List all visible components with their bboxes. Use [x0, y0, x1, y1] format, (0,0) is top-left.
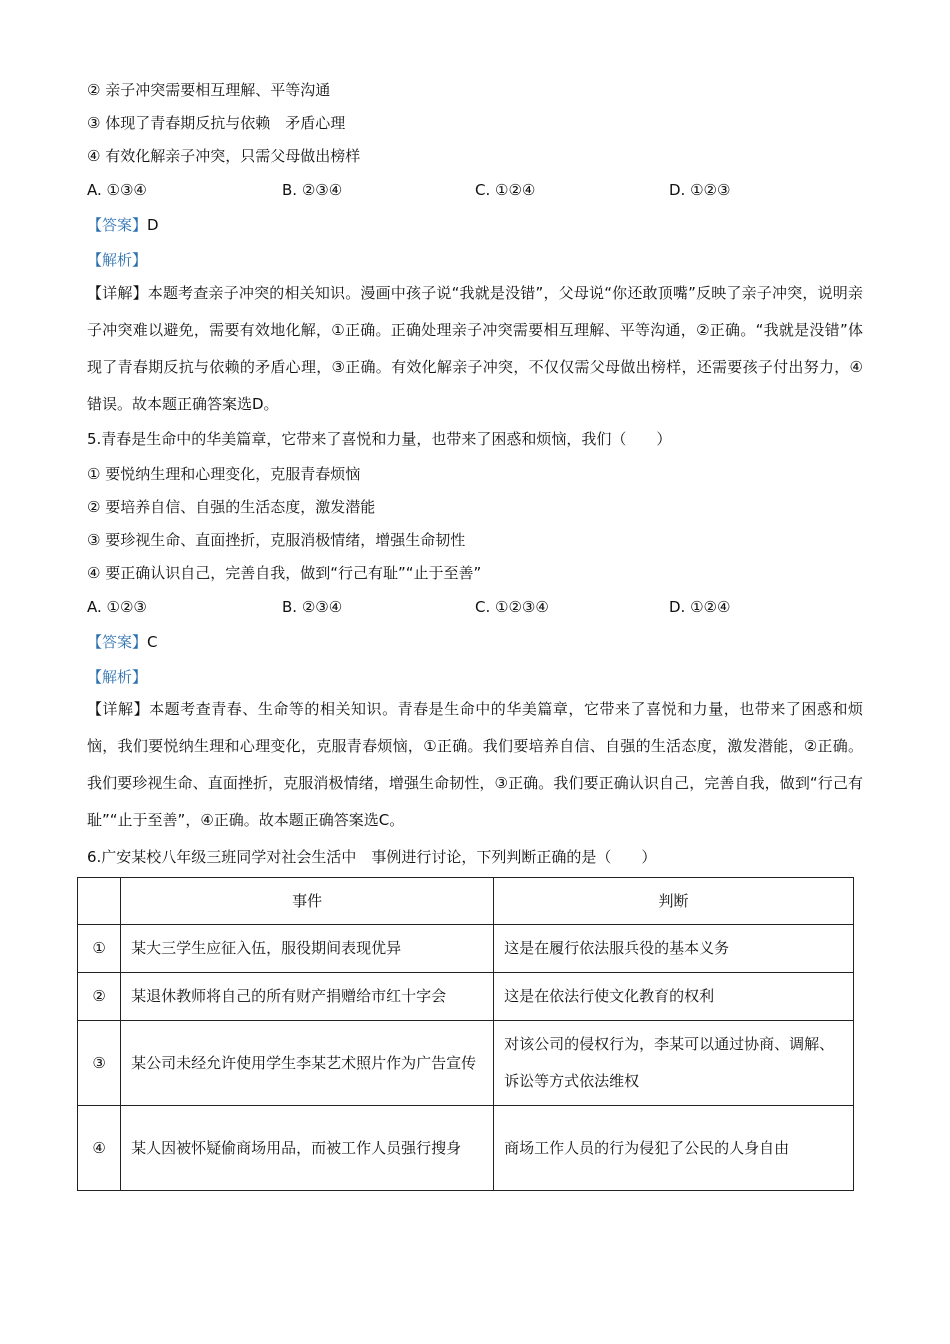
detail-label: 【详解】 [87, 700, 150, 718]
q6-table [77, 877, 854, 1191]
q5-answer [87, 631, 158, 653]
table-header-row [78, 878, 854, 925]
q4-statement-2: ② 亲子冲突需要相互理解、平等沟通 [87, 81, 331, 99]
table-row [78, 1106, 854, 1191]
answer-label: 【答案】 [87, 216, 148, 234]
answer-value: C [147, 633, 158, 651]
q5-statement-2: ② 要培养自信、自强的生活态度，激发潜能 [87, 498, 376, 516]
q5-option-b: B. ②③④ [282, 598, 343, 616]
row-event: 某大三学生应征入伍，服役期间表现优异 [121, 925, 494, 973]
q4-answer [87, 214, 159, 236]
q5-analysis-label: 【解析】 [87, 668, 148, 686]
q4-statement-3: ③ 体现了青春期反抗与依赖 矛盾心理 [87, 114, 346, 132]
row-number: ① [78, 925, 121, 973]
row-judgment: 这是在履行依法服兵役的基本义务 [494, 925, 854, 973]
q5-statement-4: ④ 要正确认识自己，完善自我，做到“行己有耻”“止于至善” [87, 564, 482, 582]
q5-statement-3: ③ 要珍视生命、直面挫折，克服消极情绪，增强生命韧性 [87, 531, 466, 549]
q4-option-b: B. ②③④ [282, 181, 343, 199]
row-judgment: 商场工作人员的行为侵犯了公民的人身自由 [494, 1106, 854, 1191]
row-event: 某人因被怀疑偷商场用品，而被工作人员强行搜身 [121, 1106, 494, 1191]
row-number: ③ [78, 1021, 121, 1106]
table-header-event: 事件 [121, 878, 494, 925]
q4-option-d: D. ①②③ [669, 181, 731, 199]
q5-option-a: A. ①②③ [87, 598, 147, 616]
detail-text: 本题考查青春、生命等的相关知识。青春是生命中的华美篇章，它带来了喜悦和力量，也带来了困惑和烦恼，我们要悦纳生理和心理变化，克服青春烦恼，①正确。我们要培养自信、自强的生活态度，激发潜能，②正确。我们要珍视生命、直面挫折，克服消极情绪，增强生命韧性，③正确。我们要正确认识自己，完善自我，做到“行己有耻”“止于至善”，④正确。故本题正确答案选C。 [87, 700, 863, 829]
q4-option-a: A. ①③④ [87, 181, 147, 199]
answer-value: D [147, 216, 159, 234]
q5-options [87, 596, 847, 618]
table-row [78, 973, 854, 1021]
q5-detail [87, 691, 863, 839]
table-row [78, 1021, 854, 1106]
q4-options [87, 179, 847, 201]
q6-stem: 6.广安某校八年级三班同学对社会生活中 事例进行讨论，下列判断正确的是（ ） [87, 848, 657, 866]
row-judgment: 对该公司的侵权行为，李某可以通过协商、调解、诉讼等方式依法维权 [494, 1021, 854, 1106]
q4-analysis-label: 【解析】 [87, 251, 148, 269]
table-header-judgment: 判断 [494, 878, 854, 925]
row-number: ④ [78, 1106, 121, 1191]
q4-detail [87, 275, 863, 423]
answer-label: 【答案】 [87, 633, 148, 651]
table-header-blank [78, 878, 121, 925]
table-row [78, 925, 854, 973]
q5-option-d: D. ①②④ [669, 598, 731, 616]
q4-statement-4: ④ 有效化解亲子冲突，只需父母做出榜样 [87, 147, 361, 165]
row-number: ② [78, 973, 121, 1021]
row-event: 某公司未经允许使用学生李某艺术照片作为广告宣传 [121, 1021, 494, 1106]
row-judgment: 这是在依法行使文化教育的权利 [494, 973, 854, 1021]
q5-stem: 5.青春是生命中的华美篇章，它带来了喜悦和力量，也带来了困惑和烦恼，我们（ ） [87, 430, 672, 448]
detail-text: 本题考查亲子冲突的相关知识。漫画中孩子说“我就是没错”，父母说“你还敢顶嘴”反映了亲子冲突，说明亲子冲突难以避免，需要有效地化解，①正确。正确处理亲子冲突需要相互理解、平等沟通，②正确。“我就是没错”体现了青春期反抗与依赖的矛盾心理，③正确。有效化解亲子冲突，不仅仅需父母做出榜样，还需要孩子付出努力，④错误。故本题正确答案选D。 [87, 284, 863, 413]
q5-option-c: C. ①②③④ [475, 598, 549, 616]
row-event: 某退休教师将自己的所有财产捐赠给市红十字会 [121, 973, 494, 1021]
q5-statement-1: ① 要悦纳生理和心理变化，克服青春烦恼 [87, 465, 361, 483]
detail-label: 【详解】 [87, 284, 148, 302]
q4-option-c: C. ①②④ [475, 181, 536, 199]
